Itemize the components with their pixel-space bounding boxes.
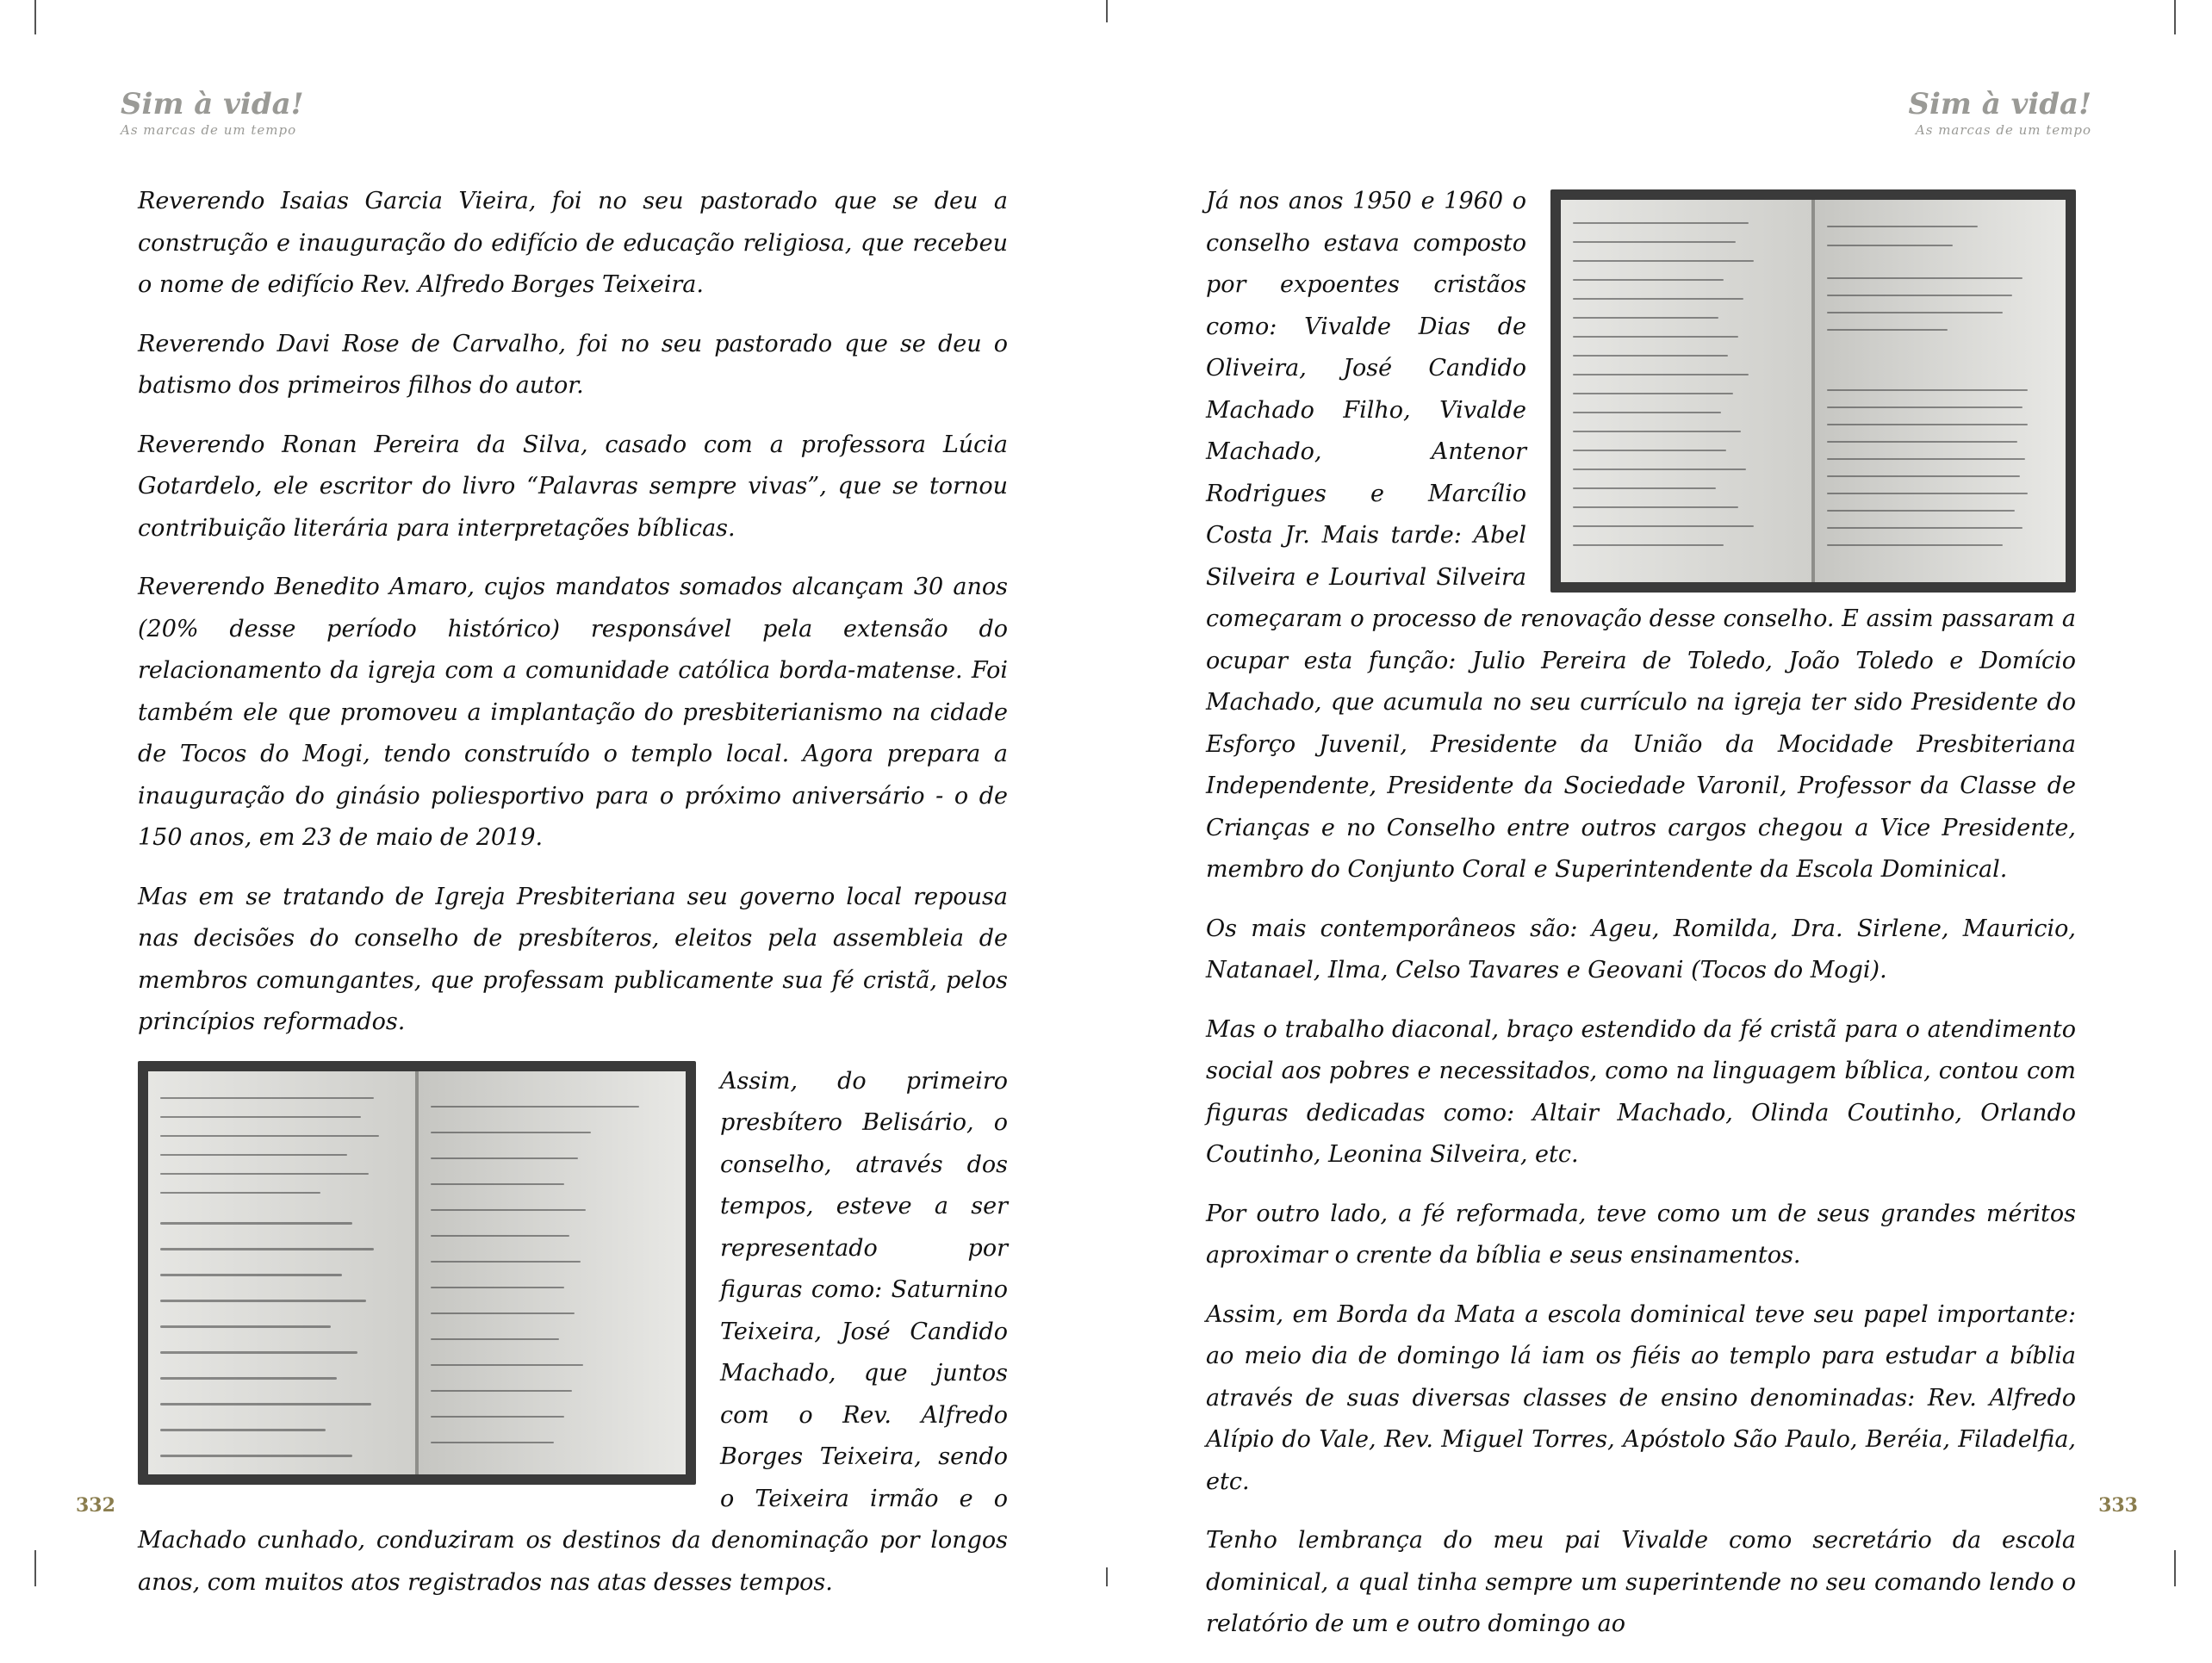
ledger-page bbox=[148, 1071, 415, 1474]
paragraph: Tenho lembrança do meu pai Vivalde como secretário da escola dominical, a qual tinha sempre um superintende no seu comando lendo o relatório de um e outro domingo ao bbox=[1206, 1527, 2076, 1637]
page-number-right: 333 bbox=[2098, 1494, 2138, 1517]
ledger-photo-left bbox=[138, 1061, 696, 1485]
paragraph: Já nos anos 1950 e 1960 o conselho estava composto por expoentes cristãos como: Vivalde Dias de Oliveira, José Candido Machado Filho, Vivalde Machado, Antenor Rodrigues e Marcílio Costa Jr. Mais tarde: Abel Silveira e Lourival Silveira começaram o processo de renovação desse conselho. E assim passaram a ocupar esta função: Julio Pereira de Toledo, João Toledo e Domício Machado, que acumula no seu currículo na igreja ter sido Presidente do Esforço Juvenil, Presidente da União da Mocidade Presbiteriana Independente, Presidente da Sociedade Varonil, Professor da Classe de Crianças e no Conselho entre outros cargos chegou a Vice Presidente, membro do Conjunto Coral e Superintendente da Escola Dominical. bbox=[1206, 188, 2076, 883]
running-header-left bbox=[121, 87, 304, 138]
paragraph: Reverendo Ronan Pereira da Silva, casado com a professora Lúcia Gotardelo, ele escritor do livro “Palavras sempre vivas”, que se tornou contribuição literária para interpretações bíblicas. bbox=[138, 431, 1008, 542]
ledger-page bbox=[419, 1071, 686, 1474]
paragraph: Os mais contemporâneos são: Ageu, Romilda, Dra. Sirlene, Mauricio, Natanael, Ilma, Celso Tavares e Geovani (Tocos do Mogi). bbox=[1206, 915, 2076, 984]
paragraph: Por outro lado, a fé reformada, teve como um de seus grandes méritos aproximar o crente da bíblia e seus ensinamentos. bbox=[1206, 1200, 2076, 1269]
paragraph: Reverendo Isaias Garcia Vieira, foi no seu pastorado que se deu a construção e inauguração do edifício de educação religiosa, que recebeu o nome de edifício Rev. Alfredo Borges Teixeira. bbox=[138, 188, 1008, 298]
crop-mark bbox=[1106, 0, 1108, 22]
crop-mark bbox=[1106, 1567, 1108, 1586]
book-subtitle: As marcas de um tempo bbox=[121, 121, 297, 138]
paragraph: Assim, em Borda da Mata a escola dominical teve seu papel importante: ao meio dia de domingo lá iam os fiéis ao templo para estudar a bíblia através de suas diversas classes de ensino denominadas: Rev. Alfredo Alípio do Vale, Rev. Miguel Torres, Apóstolo São Paulo, Beréia, Filadelfia, etc. bbox=[1206, 1300, 2076, 1495]
book-title: Sim à vida! bbox=[121, 87, 304, 121]
open-ledger-image bbox=[148, 1071, 686, 1474]
page-number-left: 332 bbox=[76, 1494, 115, 1517]
paragraph-with-photo bbox=[1206, 181, 2076, 891]
book-subtitle: As marcas de um tempo bbox=[1915, 121, 2091, 138]
paragraph: Reverendo Benedito Amaro, cujos mandatos somados alcançam 30 anos (20% desse período histórico) responsável pela extensão do relacionamento da igreja com a comunidade católica borda-matense. Foi também ele que promoveu a implantação do presbiterianismo na cidade de Tocos do Mogi, tendo construído o templo local. Agora prepara a inauguração do ginásio poliesportivo para o próximo aniversário - o de 150 anos, em 23 de maio de 2019. bbox=[138, 574, 1008, 851]
crop-mark bbox=[2174, 1550, 2176, 1586]
paragraph-with-photo bbox=[138, 1018, 1008, 1604]
left-page-body bbox=[138, 181, 1008, 1621]
crop-mark bbox=[2174, 0, 2176, 34]
paragraph: Mas em se tratando de Igreja Presbiteriana seu governo local repousa nas decisões do conselho de presbíteros, eleitos pela assembleia de membros comungantes, que professam publicamente sua fé cristã, pelos princípios reformados. bbox=[138, 883, 1008, 1035]
ledger-page bbox=[1561, 200, 1811, 582]
paragraph: Mas o trabalho diaconal, braço estendido da fé cristã para o atendimento social aos pobres e necessitados, como na linguagem bíblica, contou com figuras dedicadas como: Altair Machado, Olinda Coutinho, Orlando Coutinho, Leonina Silveira, etc. bbox=[1206, 1015, 2076, 1168]
open-ledger-image bbox=[1561, 200, 2066, 582]
crop-mark bbox=[34, 0, 36, 34]
book-title: Sim à vida! bbox=[1908, 87, 2091, 121]
ledger-page bbox=[1815, 200, 2066, 582]
right-page-body bbox=[1206, 181, 2076, 1663]
paragraph: Assim, do primeiro presbítero Belisário, o conselho, através dos tempos, esteve a ser representado por figuras como: Saturnino Teixeira, José Candido Machado, que juntos com o Rev. Alfredo Borges Teixeira, sendo o Teixeira irmão e o Machado cunhado, conduziram os destinos da denominação por longos anos, com muitos atos registrados nas atas desses tempos. bbox=[138, 1067, 1008, 1596]
ledger-photo-right bbox=[1550, 189, 2076, 593]
crop-mark bbox=[34, 1550, 36, 1586]
running-header-right bbox=[1908, 87, 2091, 138]
paragraph: Reverendo Davi Rose de Carvalho, foi no seu pastorado que se deu o batismo dos primeiros filhos do autor. bbox=[138, 330, 1008, 399]
